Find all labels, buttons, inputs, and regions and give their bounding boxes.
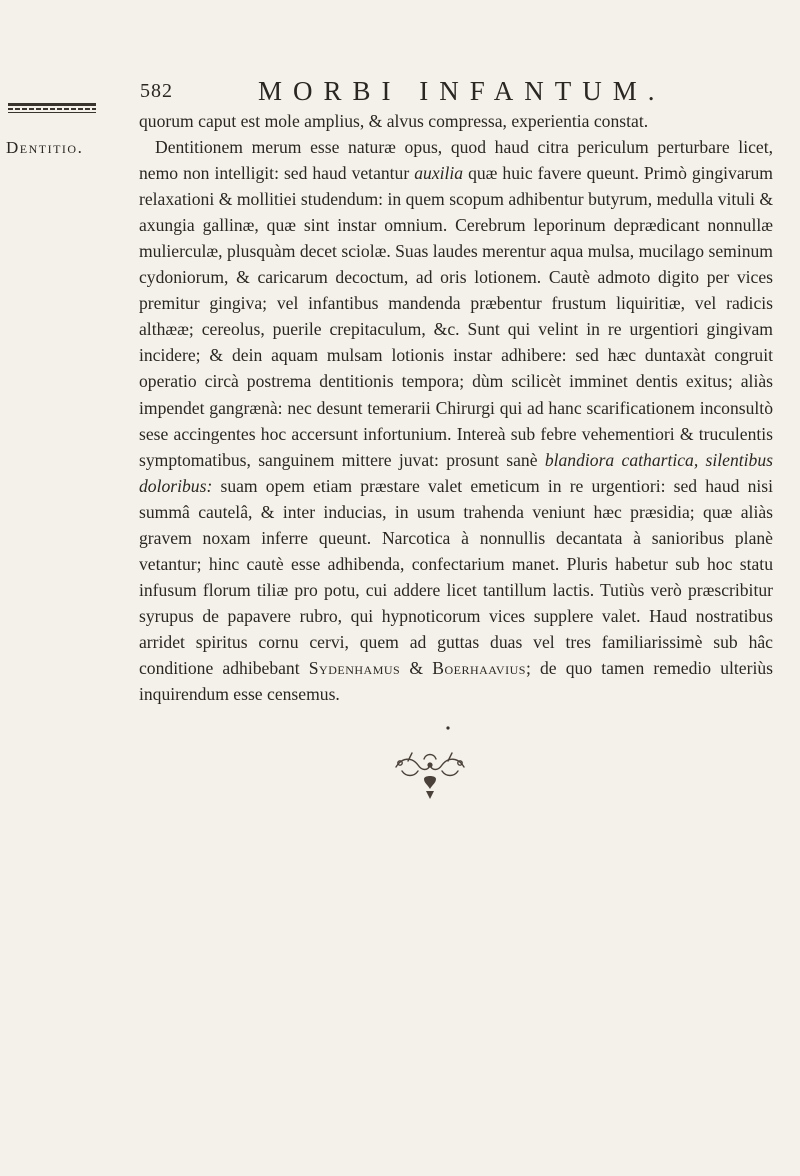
author-name-sydenham: Sydenhamus bbox=[308, 657, 401, 678]
tailpiece-ornament-icon bbox=[388, 745, 472, 805]
end-mark-icon bbox=[445, 718, 451, 724]
paragraph-continuation: quorum caput est mole amplius, & alvus compressa, experientia constat. bbox=[139, 111, 649, 131]
running-head: MORBI INFANTUM. bbox=[258, 76, 666, 106]
page-number: 582 bbox=[140, 80, 173, 102]
margin-note: Dentitio. bbox=[6, 138, 84, 157]
text-run: & bbox=[400, 657, 433, 678]
text-run: ; de quo tamen remedio ulteriùs inquirendum esse censemus. bbox=[139, 657, 773, 705]
paragraph-dentition bbox=[139, 134, 773, 707]
body-text bbox=[139, 108, 773, 707]
text-run: quæ huic favere queunt. Primò gingivarum relaxationi & mollitiei studendum: in quem scopum adhibentur butyrum, medulla vituli & axungia gallinæ, quæ sint instar omnium. Cerebrum leporinum deprædicant nonnullæ mulierculæ, plusquàm decet sciolæ. Suas laudes merentur aqua mulsa, mucilago seminum cydoniorum, & caricarum decoctum, ad oris lotionem. Cautè admoto digito per vices premitur gingiva; vel infantibus mandenda præbentur frustum liquiritiæ, vel radicis althææ; cereolus, puerile crepitaculum, &c. Sunt qui velint in re urgentiori gingivam incidere; & dein aquam mulsam lotionis instar adhibere: sed hæc duntaxàt congruit operatio circà postrema dentitionis tempora; dùm scilicèt imminet dentis exitus; aliàs impendet gangrænà: nec desunt temerarii Chirurgi qui ad hanc scarificationem inconsultò sese accingentes hoc accersunt infortunium. Intereà sub febre vehementiori & truculentis symptomatibus, sanguinem mittere juvat: prosunt sanè bbox=[139, 163, 773, 470]
decorative-rule bbox=[8, 101, 96, 115]
author-name-boerhaave: Boerhaavius bbox=[432, 657, 526, 678]
text-run: Dentitionem merum esse naturæ opus, quod haud citra periculum perturbare licet, nemo non intelligit: sed haud vetantur bbox=[139, 137, 773, 184]
italic-cathartica: blandiora cathartica, silentibus doloribus: bbox=[139, 449, 773, 496]
text-run: suam opem etiam præstare valet emeticum in re urgentiori: sed haud nisi summâ cautelâ, & inter inducias, in usum trahenda veniunt hæc præsidia; quæ aliàs gravem noxam inferre queunt. Narcotica à nonnullis decantata à sanioribus planè vetantur; hinc cautè esse adhibenda, confectarium manet. Pluris habetur sub hoc statu infusum florum tiliæ pro potu, cui addere licet tantillum lactis. Tutiùs verò præscribitur syrupus de papavere rubro, qui hypnoticorum vices supplere valet. Haud nostratibus arridet spiritus cornu cervi, quem ad guttas duas vel tres familiarissimè sub hâc conditione adhibebant bbox=[139, 475, 773, 678]
italic-auxilia: auxilia bbox=[414, 163, 464, 184]
